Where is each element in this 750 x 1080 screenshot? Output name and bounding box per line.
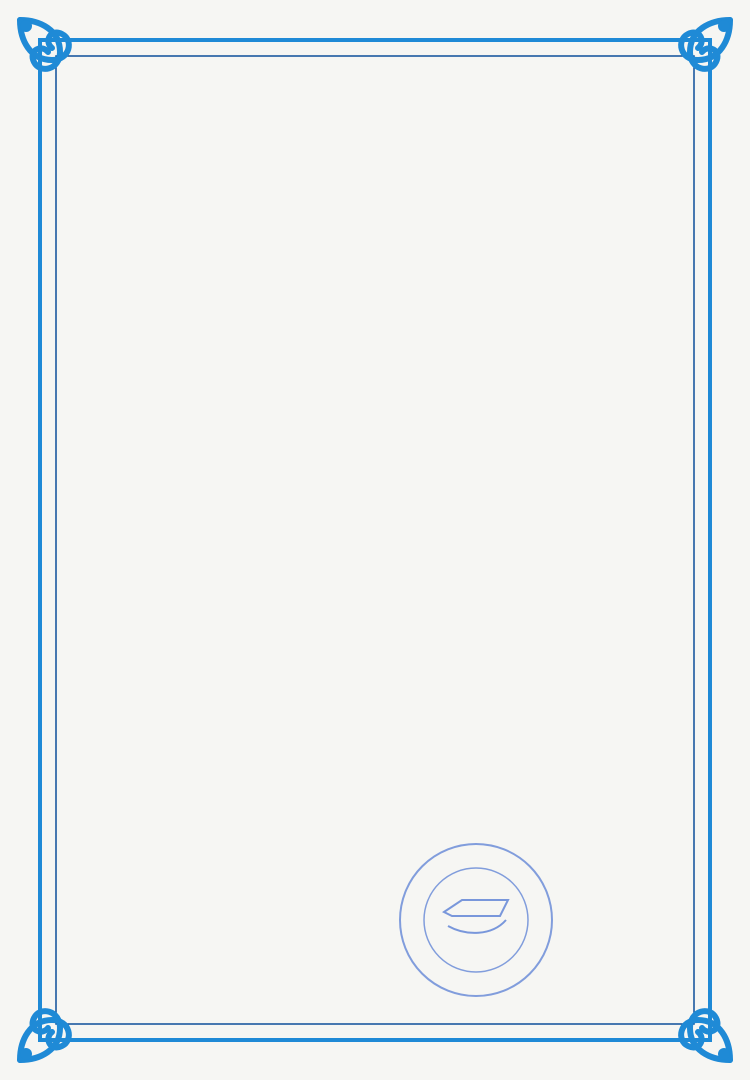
official-stamp — [396, 840, 556, 1000]
